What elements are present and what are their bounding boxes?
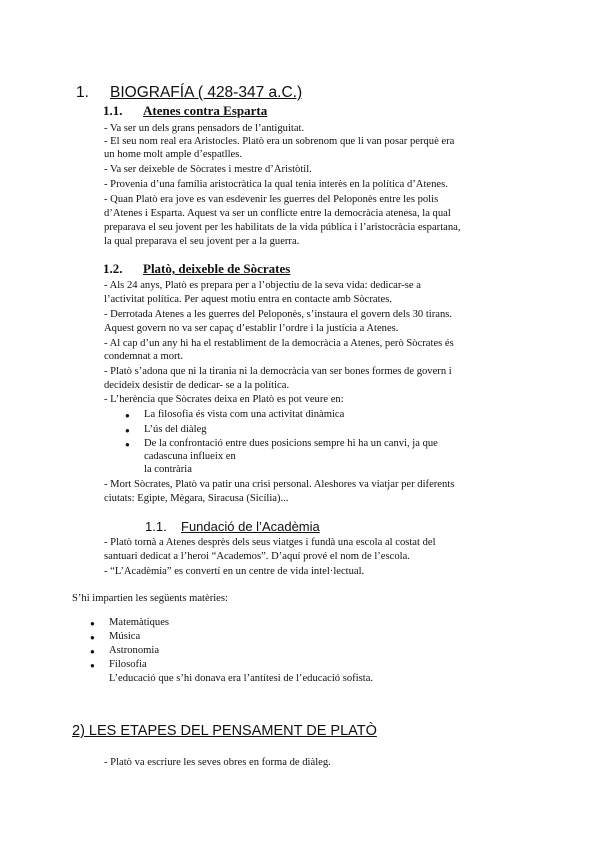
- subsection-academia-heading: [145, 519, 320, 534]
- list-item: ● L’ús del diàleg: [144, 423, 207, 436]
- paragraph-line: decideix desistir de dedicar- se a la política.: [104, 380, 290, 391]
- paragraph-line: - El seu nom real era Aristocles. Platò era un sobrenom que li van posar perquè era: [104, 136, 455, 147]
- paragraph-line: - Mort Sòcrates, Platò va patir una crisi personal. Aleshores va viatjar per diferents: [104, 479, 455, 490]
- subject-item: ● Astronomia: [109, 644, 159, 657]
- paragraph-line: - Derrotada Atenes a les guerres del Peloponès, s’instaura el govern dels 30 tirans.: [104, 309, 453, 320]
- subsection-1-2-number: 1.2.: [103, 261, 123, 276]
- list-item-continuation: la contrària: [144, 464, 192, 475]
- subsection-1-1-heading: [103, 103, 267, 119]
- paragraph-line: - Al cap d’un any hi ha el restabliment de la democràcia a Atenes, però Sòcrates és: [104, 338, 454, 349]
- paragraph-line: santuari dedicat a l’heroi “Academos”. D’aquí prové el nom de l’escola.: [104, 551, 410, 562]
- paragraph-line: ciutats: Egipte, Mègara, Siracusa (Sicília)...: [104, 493, 289, 504]
- paragraph-line: la qual preparava el seu jovent per a la guerra.: [104, 236, 300, 247]
- paragraph-line: - Va ser un dels grans pensadors de l’antiguitat.: [104, 123, 305, 134]
- paragraph-line: condemnat a mort.: [104, 351, 184, 362]
- subject-item: ● Música: [109, 630, 140, 643]
- section-1-title: BIOGRAFÍA ( 428-347 a.C.): [110, 84, 303, 101]
- section-1-heading: [76, 84, 302, 102]
- paragraph-line: - Va ser deixeble de Sòcrates i mestre d’Aristòtil.: [104, 164, 312, 175]
- paragraph-line: preparava el seu jovent per les habilitats de la vida pública i l’aristocràcia espartana,: [104, 222, 461, 233]
- paragraph-line: - Quan Platò era jove es van esdevenir les guerres del Peloponès entre les polis: [104, 194, 439, 205]
- subsection-academia-number: 1.1.: [145, 519, 167, 534]
- subjects-intro: S’hi impartien les següents matèries:: [72, 593, 228, 604]
- section-2-heading: 2) LES ETAPES DEL PENSAMENT DE PLATÒ: [72, 723, 377, 739]
- paragraph-line: d’Atenes i Esparta. Aquest va ser un conflicte entre la democràcia atenesa, la qual: [104, 208, 451, 219]
- subsection-1-2-heading: [103, 261, 290, 277]
- paragraph-line: - L’herència que Sòcrates deixa en Platò es pot veure en:: [104, 394, 344, 405]
- list-item: ● De la confrontació entre dues posicions sempre hi ha un canvi, ja que: [144, 437, 438, 450]
- paragraph-line: Aquest govern no va ser capaç d’establir l’ordre i la justícia a Atenes.: [104, 323, 399, 334]
- paragraph-line: - Platò va escriure les seves obres en forma de diàleg.: [104, 757, 331, 768]
- subjects-note: L’educació que s’hi donava era l’antítesi de l’educació sofista.: [109, 673, 374, 684]
- paragraph-line: - Als 24 anys, Platò es prepara per a l’objectiu de la seva vida: dedicar-se a: [104, 280, 421, 291]
- paragraph-line: l’activitat política. Per aquest motiu entra en contacte amb Sòcrates.: [104, 294, 392, 305]
- paragraph-line: - Provenia d’una família aristocràtica la qual tenia interès en la política d’Atenes.: [104, 179, 448, 190]
- paragraph-line: - Platò tornà a Atenes desprès dels seus viatges i fundà una escola al costat del: [104, 537, 436, 548]
- subsection-1-1-number: 1.1.: [103, 103, 123, 118]
- paragraph-line: un home molt ample d’espatlles.: [104, 149, 242, 160]
- subsection-1-1-title: Atenes contra Esparta: [143, 103, 268, 118]
- subject-item: ● Filosofia: [109, 658, 147, 671]
- subsection-1-2-title: Platò, deixeble de Sòcrates: [143, 261, 291, 276]
- list-item-continuation: cadascuna influeix en: [144, 451, 236, 462]
- list-item: ● La filosofia és vista com una activitat dinàmica: [144, 408, 344, 421]
- subject-item: ● Matemàtiques: [109, 616, 169, 629]
- paragraph-line: - “L’Acadèmia” es convertí en un centre de vida intel·lectual.: [104, 566, 365, 577]
- section-1-number: 1.: [76, 84, 89, 101]
- subsection-academia-title: Fundació de l’Acadèmia: [181, 519, 320, 534]
- paragraph-line: - Platò s’adona que ni la tirania ni la democràcia van ser bones formes de govern i: [104, 366, 452, 377]
